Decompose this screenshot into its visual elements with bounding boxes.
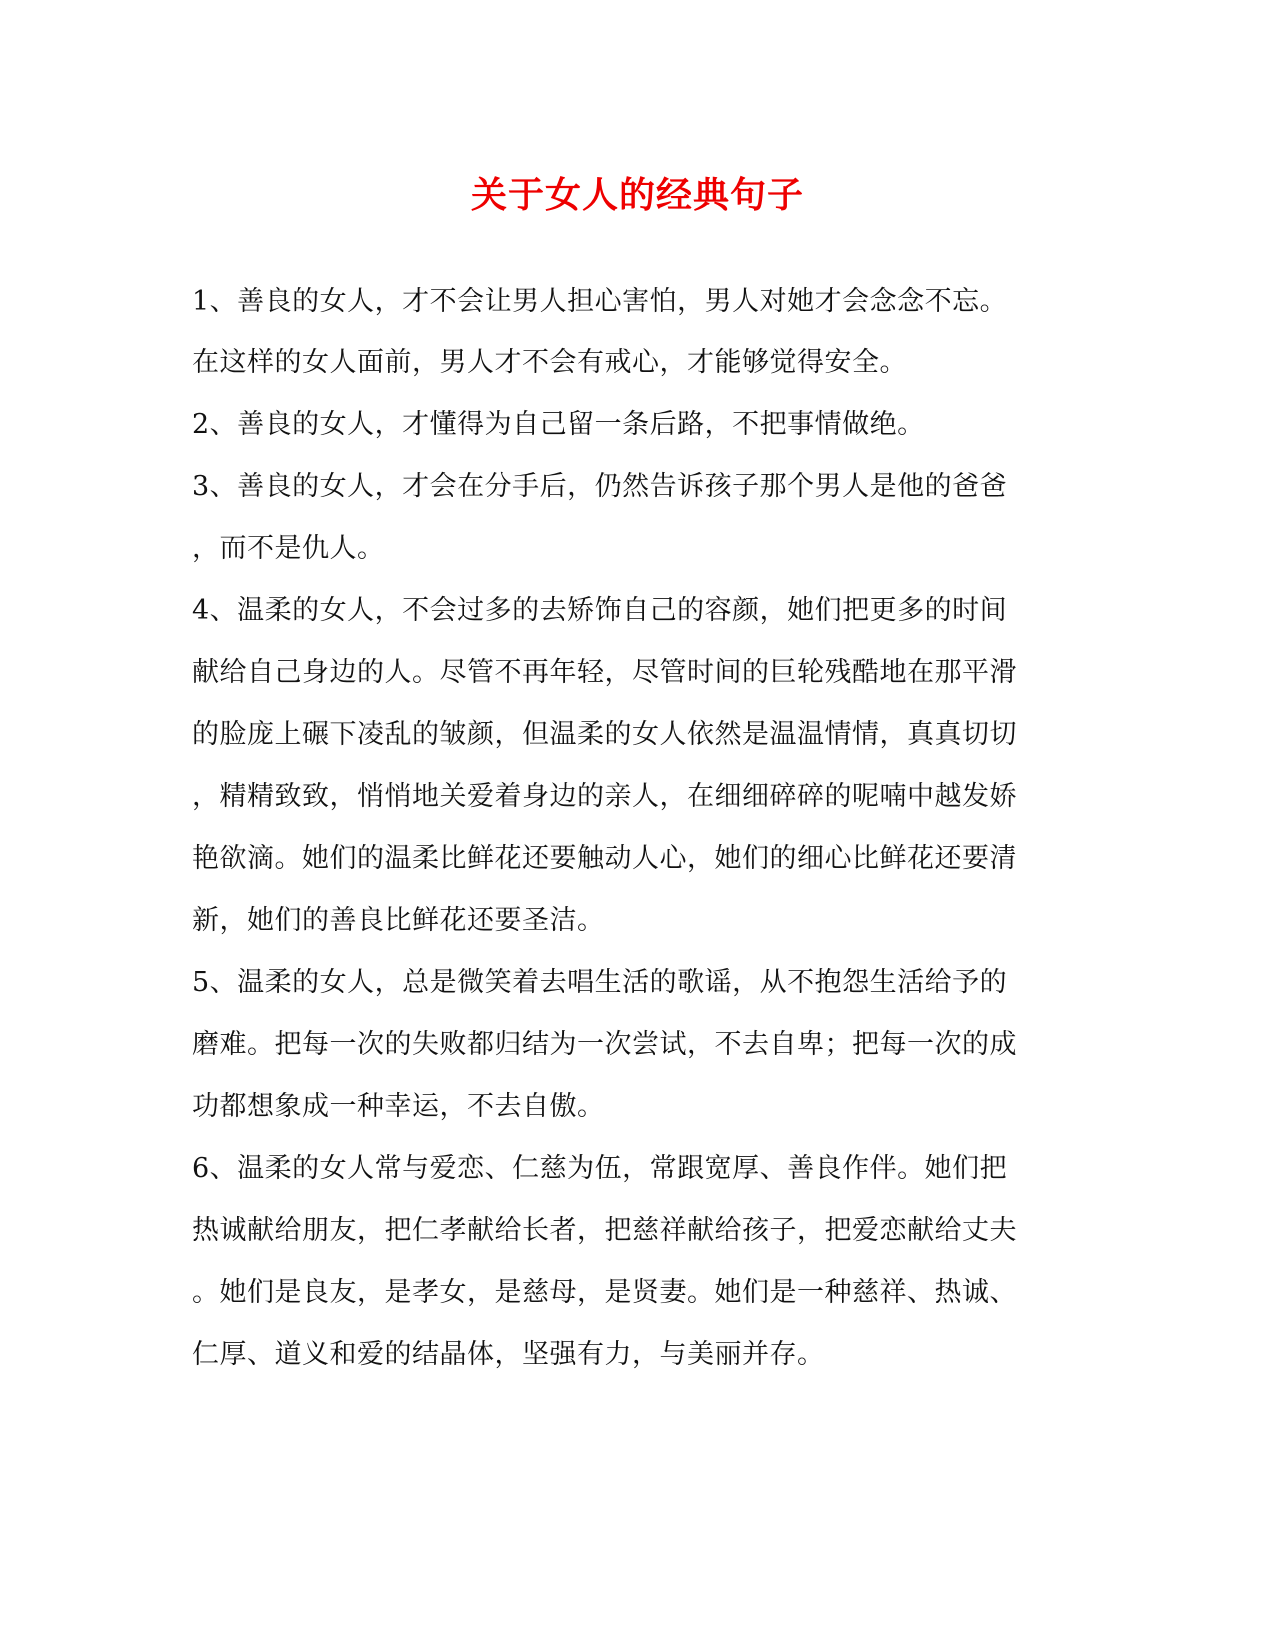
text-line: 。她们是良友，是孝女，是慈母，是贤妻。她们是一种慈祥、热诚、	[192, 1277, 1017, 1308]
text-line: 6、温柔的女人常与爱恋、仁慈为伍，常跟宽厚、善良作伴。她们把	[192, 1153, 1008, 1184]
text-line: 在这样的女人面前，男人才不会有戒心，才能够觉得安全。	[192, 347, 907, 378]
text-line: ，而不是仇人。	[192, 533, 385, 564]
text-line: 热诚献给朋友，把仁孝献给长者，把慈祥献给孩子，把爱恋献给丈夫	[192, 1215, 1017, 1246]
text-line: 仁厚、道义和爱的结晶体，坚强有力，与美丽并存。	[192, 1339, 825, 1370]
text-line: 功都想象成一种幸运，不去自傲。	[192, 1091, 605, 1122]
text-line: ，精精致致，悄悄地关爱着身边的亲人，在细细碎碎的呢喃中越发娇	[192, 781, 1017, 812]
text-line: 献给自己身边的人。尽管不再年轻，尽管时间的巨轮残酷地在那平滑	[192, 657, 1017, 688]
text-line: 1、善良的女人，才不会让男人担心害怕，男人对她才会念念不忘。	[192, 286, 1008, 317]
text-line: 2、善良的女人，才懂得为自己留一条后路，不把事情做绝。	[192, 409, 925, 440]
text-line: 3、善良的女人，才会在分手后，仍然告诉孩子那个男人是他的爸爸	[192, 471, 1008, 502]
document-title: 关于女人的经典句子	[470, 174, 804, 216]
text-line: 5、温柔的女人，总是微笑着去唱生活的歌谣，从不抱怨生活给予的	[192, 967, 1008, 998]
text-line: 新，她们的善良比鲜花还要圣洁。	[192, 905, 605, 936]
text-line: 磨难。把每一次的失败都归结为一次尝试，不去自卑；把每一次的成	[192, 1029, 1017, 1060]
text-line: 的脸庞上碾下凌乱的皱颜，但温柔的女人依然是温温情情，真真切切	[192, 719, 1017, 750]
text-line: 4、温柔的女人，不会过多的去矫饰自己的容颜，她们把更多的时间	[192, 595, 1008, 626]
text-line: 艳欲滴。她们的温柔比鲜花还要触动人心，她们的细心比鲜花还要清	[192, 843, 1017, 874]
